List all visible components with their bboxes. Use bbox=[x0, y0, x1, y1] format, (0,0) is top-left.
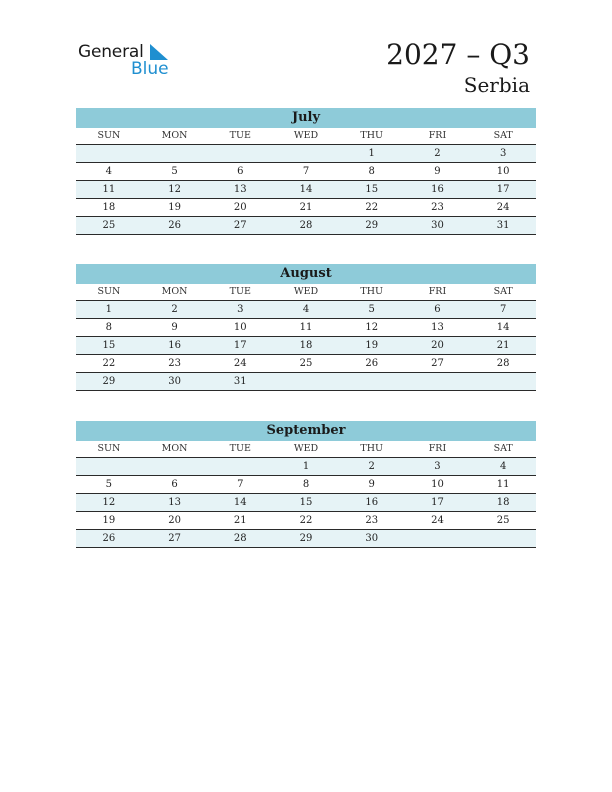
day-cell bbox=[273, 373, 339, 390]
weekday-label: TUE bbox=[229, 286, 251, 297]
day-cell: 9 bbox=[171, 322, 178, 333]
day-cell: 21 bbox=[233, 515, 247, 526]
month-name: September bbox=[76, 421, 536, 441]
day-cell bbox=[76, 145, 142, 162]
day-cell: 17 bbox=[431, 497, 444, 508]
weekday-label: FRI bbox=[428, 286, 447, 297]
day-cell: 1 bbox=[302, 461, 310, 472]
day-cell: 21 bbox=[299, 202, 313, 213]
day-cell: 2 bbox=[171, 304, 178, 315]
country-subtitle: Serbia bbox=[463, 73, 530, 97]
month-calendar-2 bbox=[76, 421, 536, 548]
day-cell: 27 bbox=[168, 533, 181, 544]
day-cell: 6 bbox=[237, 166, 244, 177]
week-row bbox=[76, 458, 536, 476]
weekday-label: SAT bbox=[493, 130, 513, 141]
day-cell bbox=[405, 530, 471, 547]
day-cell: 17 bbox=[496, 184, 510, 195]
day-cell: 23 bbox=[168, 358, 181, 369]
day-cell bbox=[142, 145, 208, 162]
day-cell: 27 bbox=[431, 358, 444, 369]
day-cell: 4 bbox=[499, 461, 507, 472]
day-cell: 13 bbox=[168, 497, 181, 508]
day-cell: 26 bbox=[102, 533, 116, 544]
day-cell: 3 bbox=[237, 304, 244, 315]
weekday-label: WED bbox=[293, 443, 319, 454]
week-row bbox=[76, 494, 536, 512]
day-cell: 22 bbox=[365, 202, 379, 213]
day-cell: 20 bbox=[168, 515, 181, 526]
weekday-label: SAT bbox=[493, 286, 513, 297]
day-cell bbox=[207, 458, 273, 475]
day-cell: 6 bbox=[171, 479, 178, 490]
day-cell: 11 bbox=[496, 479, 510, 490]
week-row bbox=[76, 181, 536, 199]
day-cell: 5 bbox=[105, 479, 113, 490]
day-cell: 13 bbox=[233, 184, 247, 195]
day-cell: 27 bbox=[233, 220, 247, 231]
week-row bbox=[76, 530, 536, 548]
day-cell: 24 bbox=[496, 202, 510, 213]
day-cell: 7 bbox=[237, 479, 244, 490]
day-cell bbox=[142, 458, 208, 475]
weekday-label: THU bbox=[360, 130, 384, 141]
day-cell: 24 bbox=[431, 515, 444, 526]
week-row bbox=[76, 476, 536, 494]
week-row bbox=[76, 145, 536, 163]
day-cell: 2 bbox=[434, 148, 441, 159]
day-cell: 19 bbox=[365, 340, 379, 351]
day-cell: 19 bbox=[102, 515, 116, 526]
day-cell: 9 bbox=[368, 479, 375, 490]
brand-word-general: General bbox=[78, 42, 144, 62]
week-row bbox=[76, 373, 536, 391]
day-cell: 18 bbox=[496, 497, 510, 508]
day-cell: 21 bbox=[496, 340, 510, 351]
day-cell: 29 bbox=[365, 220, 379, 231]
day-cell: 4 bbox=[302, 304, 310, 315]
day-cell: 9 bbox=[434, 166, 441, 177]
weekday-label: MON bbox=[161, 130, 188, 141]
month-name: July bbox=[76, 108, 536, 128]
day-cell: 25 bbox=[102, 220, 116, 231]
day-cell: 29 bbox=[102, 376, 116, 387]
day-cell: 10 bbox=[496, 166, 510, 177]
week-row bbox=[76, 301, 536, 319]
week-row bbox=[76, 512, 536, 530]
week-row bbox=[76, 337, 536, 355]
day-cell: 1 bbox=[105, 304, 113, 315]
weekday-label: SUN bbox=[97, 286, 121, 297]
day-cell: 6 bbox=[434, 304, 441, 315]
day-cell: 7 bbox=[302, 166, 310, 177]
day-cell bbox=[207, 145, 273, 162]
day-cell: 15 bbox=[365, 184, 379, 195]
day-cell: 8 bbox=[302, 479, 310, 490]
brand-word-blue: Blue bbox=[131, 59, 169, 79]
day-cell: 11 bbox=[102, 184, 116, 195]
weekday-label: TUE bbox=[229, 443, 251, 454]
day-cell: 31 bbox=[233, 376, 247, 387]
day-cell: 28 bbox=[233, 533, 247, 544]
day-cell: 3 bbox=[434, 461, 441, 472]
day-cell: 28 bbox=[299, 220, 313, 231]
weekday-label: SUN bbox=[97, 443, 121, 454]
day-cell: 8 bbox=[105, 322, 113, 333]
day-cell: 20 bbox=[233, 202, 247, 213]
weekday-header-row bbox=[76, 128, 536, 145]
weekday-label: THU bbox=[360, 286, 384, 297]
day-cell: 12 bbox=[102, 497, 116, 508]
day-cell: 4 bbox=[105, 166, 113, 177]
day-cell: 30 bbox=[431, 220, 444, 231]
day-cell: 25 bbox=[496, 515, 510, 526]
day-cell bbox=[339, 373, 405, 390]
day-cell: 12 bbox=[365, 322, 379, 333]
day-cell: 11 bbox=[299, 322, 313, 333]
weekday-label: MON bbox=[161, 443, 188, 454]
day-cell bbox=[76, 458, 142, 475]
day-cell: 5 bbox=[171, 166, 178, 177]
week-row bbox=[76, 319, 536, 337]
day-cell: 2 bbox=[368, 461, 375, 472]
day-cell: 20 bbox=[431, 340, 444, 351]
week-row bbox=[76, 217, 536, 235]
day-cell: 28 bbox=[496, 358, 510, 369]
day-cell: 29 bbox=[299, 533, 313, 544]
day-cell bbox=[405, 373, 471, 390]
month-calendar-0 bbox=[76, 108, 536, 235]
day-cell: 16 bbox=[168, 340, 181, 351]
day-cell: 24 bbox=[233, 358, 247, 369]
page-title: 2027 – Q3 bbox=[386, 38, 530, 71]
weekday-label: MON bbox=[161, 286, 188, 297]
brand-logo bbox=[78, 42, 178, 82]
day-cell: 14 bbox=[233, 497, 247, 508]
day-cell: 10 bbox=[233, 322, 247, 333]
day-cell: 22 bbox=[299, 515, 313, 526]
weekday-label: SAT bbox=[493, 443, 513, 454]
week-row bbox=[76, 355, 536, 373]
weekday-label: TUE bbox=[229, 130, 251, 141]
day-cell: 7 bbox=[499, 304, 507, 315]
day-cell: 18 bbox=[102, 202, 116, 213]
day-cell: 31 bbox=[496, 220, 510, 231]
day-cell: 26 bbox=[168, 220, 181, 231]
weekday-label: WED bbox=[293, 286, 319, 297]
day-cell bbox=[470, 530, 536, 547]
day-cell: 30 bbox=[365, 533, 379, 544]
day-cell: 17 bbox=[233, 340, 247, 351]
day-cell: 18 bbox=[299, 340, 313, 351]
weekday-label: FRI bbox=[428, 130, 447, 141]
month-name: August bbox=[76, 264, 536, 284]
day-cell: 25 bbox=[299, 358, 313, 369]
day-cell: 14 bbox=[299, 184, 313, 195]
day-cell: 14 bbox=[496, 322, 510, 333]
day-cell: 13 bbox=[431, 322, 444, 333]
day-cell: 23 bbox=[365, 515, 379, 526]
weekday-header-row bbox=[76, 441, 536, 458]
day-cell: 16 bbox=[431, 184, 444, 195]
day-cell: 5 bbox=[368, 304, 375, 315]
day-cell: 30 bbox=[168, 376, 181, 387]
day-cell bbox=[273, 145, 339, 162]
month-calendar-1 bbox=[76, 264, 536, 391]
day-cell: 1 bbox=[368, 148, 375, 159]
day-cell: 8 bbox=[368, 166, 375, 177]
day-cell: 16 bbox=[365, 497, 379, 508]
day-cell: 26 bbox=[365, 358, 379, 369]
week-row bbox=[76, 163, 536, 181]
weekday-label: WED bbox=[293, 130, 319, 141]
weekday-label: THU bbox=[360, 443, 384, 454]
day-cell: 10 bbox=[431, 479, 444, 490]
day-cell: 15 bbox=[102, 340, 116, 351]
day-cell: 19 bbox=[168, 202, 181, 213]
day-cell: 12 bbox=[168, 184, 181, 195]
weekday-header-row bbox=[76, 284, 536, 301]
day-cell bbox=[470, 373, 536, 390]
day-cell: 23 bbox=[431, 202, 444, 213]
day-cell: 22 bbox=[102, 358, 116, 369]
week-row bbox=[76, 199, 536, 217]
weekday-label: FRI bbox=[428, 443, 447, 454]
weekday-label: SUN bbox=[97, 130, 121, 141]
day-cell: 15 bbox=[299, 497, 313, 508]
day-cell: 3 bbox=[499, 148, 507, 159]
